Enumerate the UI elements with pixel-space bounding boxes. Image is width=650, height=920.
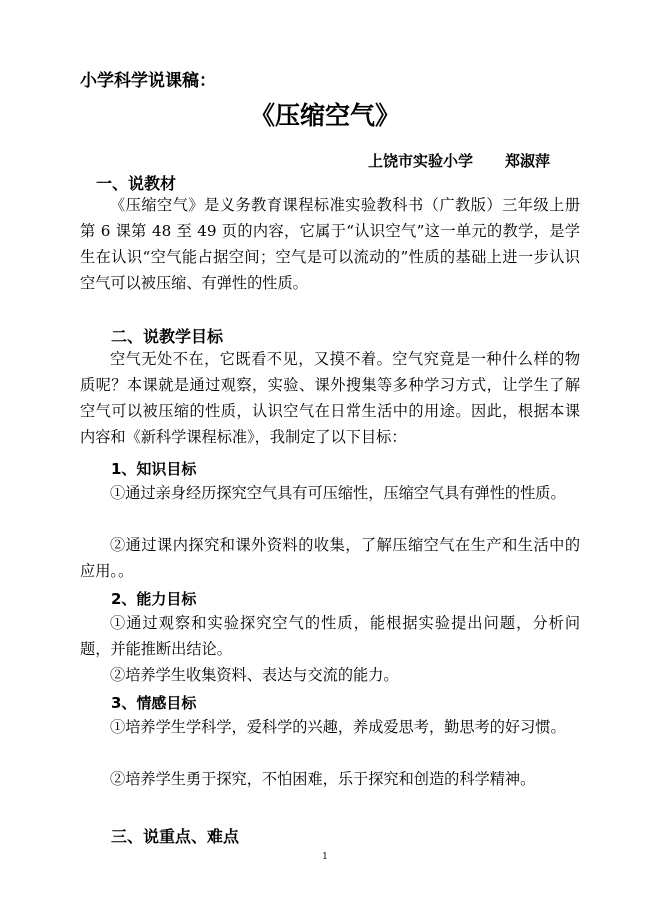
ability-objective-item-2: ②培养学生收集资料、表达与交流的能力。 xyxy=(110,666,399,684)
ability-objective-item-1: ①通过观察和实验探究空气的性质，能根据实验提出问题，分析问题，并能推断出结论。 xyxy=(80,614,580,658)
lesson-title: 《压缩空气》 xyxy=(249,101,400,130)
emotion-objective-heading: 3、情感目标 xyxy=(111,694,197,712)
knowledge-objective-item-2: ②通过课内探究和课外资料的收集，了解压缩空气在生产和生活中的应用。。 xyxy=(80,536,580,580)
emotion-objective-item-2: ②培养学生勇于探究，不怕困难，乐于探究和创造的科学精神。 xyxy=(110,770,536,788)
page-number: 1 xyxy=(322,852,328,862)
knowledge-objective-item-1: ①通过亲身经历探究空气具有可压缩性，压缩空气具有弹性的性质。 xyxy=(110,484,566,502)
objectives-intro-paragraph: 空气无处不在，它既看不见，又摸不着。空气究竟是一种什么样的物质呢？本课就是通过观察，实验、课外搜集等多种学习方式，让学生了解空气可以被压缩的性质，认识空气在日常生活中的用途。因此，根据本课内容和《新科学课程标准》，我制定了以下目标： xyxy=(80,350,580,446)
emotion-objective-item-1: ①培养学生学科学，爱科学的兴趣，养成爱思考，勤思考的好习惯。 xyxy=(110,718,566,736)
author-line xyxy=(368,150,550,171)
knowledge-objective-heading: 1、知识目标 xyxy=(111,460,197,478)
section-heading-key-points: 三、说重点、难点 xyxy=(111,827,240,846)
document-type-label: 小学科学说课稿： xyxy=(80,71,216,91)
school-name: 上饶市实验小学 xyxy=(368,152,474,170)
ability-objective-heading: 2、能力目标 xyxy=(111,590,197,608)
section-heading-teaching-objectives: 二、说教学目标 xyxy=(111,327,224,346)
teaching-material-paragraph: 《压缩空气》是义务教育课程标准实验教科书（广教版）三年级上册第 6 课第 48 至 49 页的内容，它属于“认识空气”这一单元的教学，是学生在认识“空气能占据空间；空气是可以流动的”性质的基础上进一步认识空气可以被压缩、有弹性的性质。 xyxy=(80,196,580,292)
section-heading-teaching-material: 一、说教材 xyxy=(96,174,177,193)
author-name: 郑淑萍 xyxy=(505,152,551,170)
